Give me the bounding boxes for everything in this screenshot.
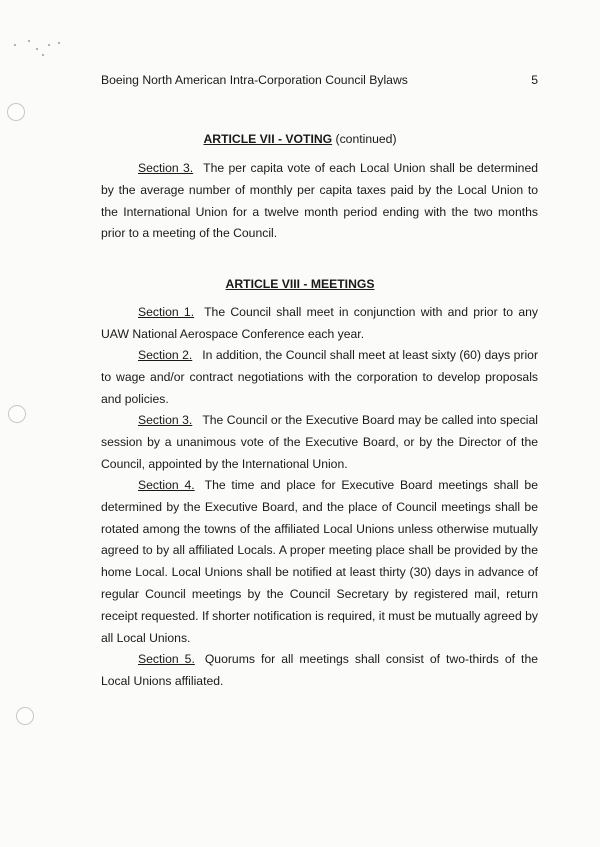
punch-hole-middle [8, 405, 26, 423]
page-number: 5 [531, 73, 538, 87]
article-8-section-1 [101, 302, 538, 346]
section-text: The per capita vote of each Local Union shall be determined by the average number of monthly per capita taxes paid by the Local Union to the International Union for a twelve month period ending with the two months prior to a meeting of the Council. [101, 161, 539, 241]
section-text: Quorums for all meetings shall consist of two-thirds of the Local Unions affiliated. [101, 652, 538, 688]
article-8-title: ARTICLE VIII - MEETINGS [225, 277, 375, 291]
article-8-section-2 [101, 345, 538, 410]
section-text: In addition, the Council shall meet at least sixty (60) days prior to wage and/or contract negotiations with the corporation to develop proposals and policies. [101, 348, 538, 406]
punch-hole-top [7, 103, 25, 121]
section-label: Section 3. [138, 161, 194, 175]
article-7-suffix: (continued) [335, 132, 397, 146]
article-8-section-5 [101, 649, 538, 693]
article-8-heading [0, 277, 600, 291]
article-8-section-4 [101, 475, 538, 649]
article-8-section-3 [101, 410, 538, 475]
section-label: Section 5. [138, 652, 195, 666]
scan-specks [6, 38, 66, 62]
section-label: Section 3. [138, 413, 193, 427]
section-label: Section 2. [138, 348, 193, 362]
header-title: Boeing North American Intra-Corporation Council Bylaws [101, 73, 408, 87]
section-label: Section 4. [138, 478, 195, 492]
section-text: The Council shall meet in conjunction with and prior to any UAW National Aerospace Conference each year. [101, 305, 538, 341]
section-label: Section 1. [138, 305, 195, 319]
page-header [101, 73, 538, 87]
article-7-title: ARTICLE VII - VOTING [203, 132, 333, 146]
article-7-section-3 [101, 158, 538, 245]
article-7-heading [0, 132, 600, 146]
punch-hole-bottom [16, 707, 34, 725]
section-text: The Council or the Executive Board may be called into special session by a unanimous vote of the Executive Board, or by the Director of the Council, appointed by the International Union. [101, 413, 538, 471]
section-text: The time and place for Executive Board meetings shall be determined by the Executive Board, and the place of Council meetings shall be rotated among the towns of the affiliated Local Unions unless otherwise mutually agreed to by all affiliated Locals. A proper meeting place shall be provided by the home Local. Local Unions shall be notified at least thirty (30) days in advance of regular Council meetings by the Council Secretary by registered mail, return receipt requested. If shorter notification is required, it must be mutually agreed by all Local Unions. [101, 478, 538, 645]
